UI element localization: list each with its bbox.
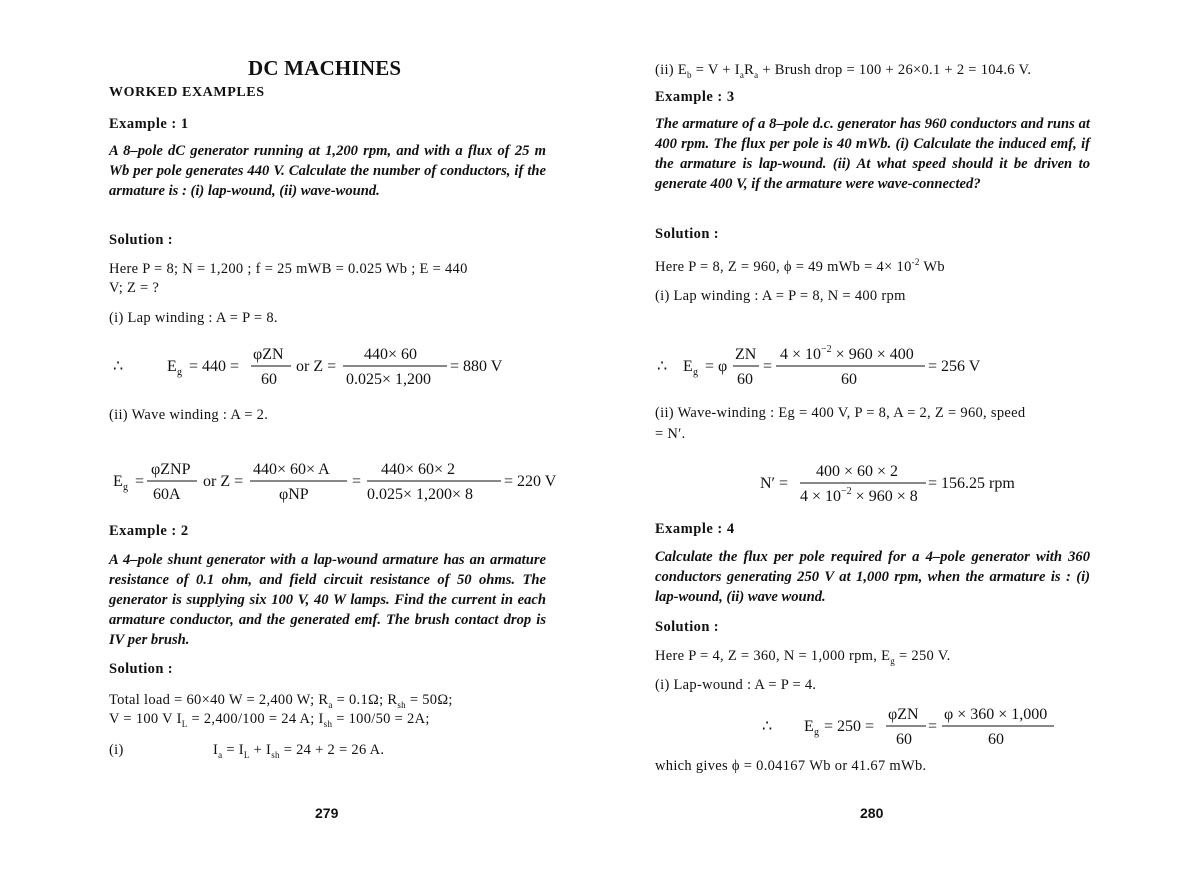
example-4-result: which gives ϕ = 0.04167 Wb or 41.67 mWb. — [655, 758, 927, 774]
eq-equals-2: = — [352, 473, 362, 490]
example-3-given: Here P = 8, Z = 960, ϕ = 49 mWb = $4\times 10^{-2}$ Wb — [655, 257, 945, 275]
frac1-num: φZN — [888, 706, 919, 723]
example-4-problem: Calculate the flux per pole required for a 4–pole generator with 360 conductors generating 250 V at 1,000 rpm, when the armature is : (i) lap-wound, (ii) wave wound. — [655, 549, 1090, 605]
example-3-wave-line2: = N′. — [655, 426, 686, 442]
example-4-given: Here P = 4, Z = 360, N = 1,000 rpm, $E_g = 250$ V. — [655, 648, 951, 666]
frac2-den: φNP — [279, 486, 309, 503]
equation-induced-emf — [655, 340, 1095, 392]
eq-lhs: E — [113, 473, 123, 490]
frac1-num: ZN — [735, 346, 757, 363]
eq-phi: = φ — [705, 358, 728, 375]
example-1-lap-winding: (i) Lap winding : A = P = 8. — [109, 310, 278, 326]
example-2-armature-current: $I_a = I_L + I_{sh} = 24 + 2 = 26$ A. — [213, 742, 385, 760]
eq-or-z: or Z = — [296, 358, 337, 375]
frac3-den: 0.025× 1,200× 8 — [367, 486, 474, 503]
frac2-num: 440× 60× A — [253, 461, 330, 478]
equation-wave-winding — [109, 455, 557, 507]
page-number-left: 279 — [315, 805, 339, 821]
frac1-num: φZNP — [151, 461, 191, 478]
frac-den: $4 \times 10^{-2} \times 960 \times 8$ — [800, 486, 918, 505]
example-3-lap-winding: (i) Lap winding : A = P = 8, N = 400 rpm — [655, 288, 906, 304]
section-subtitle: WORKED EXAMPLES — [109, 85, 265, 100]
eq-equals: = — [135, 473, 145, 490]
example-1-problem: A 8–pole dC generator running at 1,200 rpm, and with a flux of 25 m Wb per pole generates 440 V. Calculate the number of conductors, if the armature is : (i) lap-wound, (ii) wave-wound. — [109, 143, 546, 199]
example-1-wave-winding: (ii) Wave winding : A = 2. — [109, 407, 269, 423]
example-4-label: Example : 4 — [655, 521, 735, 537]
example-1-given-line1: Here P = 8; N = 1,200 ; f = 25 mWB = 0.025 Wb ; E = 440 — [109, 261, 468, 277]
frac1-den: 60 — [737, 371, 753, 388]
example-4-solution-label: Solution : — [655, 619, 720, 635]
eq-result: = 156.25 rpm — [928, 475, 1015, 492]
eq-lhs: N′ = — [760, 475, 789, 492]
eq-250: = 250 = — [824, 718, 875, 735]
example-2-current-line: V = 100 V $I_L = 2,400/100 = 24$ A; $I_{sh} = 100/50 = 2A$; — [109, 711, 430, 729]
frac-num: 400 × 60 × 2 — [816, 463, 899, 480]
example-2-i-label: (i) — [109, 742, 124, 758]
generated-emf-line: (ii) $E_b = V + I_aR_a$ + Brush drop = 100 + 26×0.1 + 2 = 104.6 V. — [655, 62, 1032, 80]
example-1-given-line2: V; Z = ? — [109, 280, 160, 296]
frac2-den: 0.025× 1,200 — [346, 371, 432, 388]
example-2-problem: A 4–pole shunt generator with a lap-wound armature has an armature resistance of 0.1 ohm, and field circuit resistance of 50 ohms. The generator is supplying six 100 V, 40 W lamps. Find the current in each armature conductor, and the generated emf. The brush contact drop is IV per brush. — [109, 552, 546, 648]
frac2-den: 60 — [841, 371, 857, 388]
example-2-solution-label: Solution : — [109, 661, 174, 677]
eq-lhs-sub: g — [814, 727, 819, 738]
frac1-den: 60 — [896, 731, 912, 748]
frac3-num: 440× 60× 2 — [381, 461, 456, 478]
therefore-symbol: ∴ — [657, 358, 668, 375]
eq-lhs-sub: g — [177, 367, 182, 378]
example-1-solution-label: Solution : — [109, 232, 174, 248]
therefore-symbol: ∴ — [113, 358, 124, 375]
eq-lhs: E — [683, 358, 693, 375]
therefore-symbol: ∴ — [762, 718, 773, 735]
eq-result: = 220 V — [504, 473, 557, 490]
example-1-label: Example : 1 — [109, 116, 189, 132]
example-4-lap-wound: (i) Lap-wound : A = P = 4. — [655, 677, 817, 693]
example-2-label: Example : 2 — [109, 523, 189, 539]
example-2-load-line: Total load = 60×40 W = 2,400 W; $R_a = 0.1\Omega$; $R_{sh} = 50\Omega$; — [109, 692, 453, 710]
eq-440: = 440 = — [189, 358, 240, 375]
page-number-right: 280 — [860, 805, 884, 821]
eq-lhs-sub: g — [693, 367, 698, 378]
frac2-num: $4 \times 10^{-2} \times 960 \times 400$ — [780, 344, 914, 363]
eq-lhs: E — [804, 718, 814, 735]
example-3-label: Example : 3 — [655, 89, 735, 105]
eq-result: = 256 V — [928, 358, 981, 375]
frac1-num: φZN — [253, 346, 284, 363]
equation-speed — [760, 457, 1060, 509]
eq-lhs: E — [167, 358, 177, 375]
eq-equals: = — [928, 718, 938, 735]
page-title: DC MACHINES — [248, 56, 402, 80]
equation-lap-winding — [109, 340, 549, 392]
equation-flux — [760, 700, 1080, 752]
frac1-den: 60 — [261, 371, 277, 388]
example-3-solution-label: Solution : — [655, 226, 720, 242]
eq-equals: = — [763, 358, 773, 375]
eq-result: = 880 V — [450, 358, 503, 375]
example-3-problem: The armature of a 8–pole d.c. generator has 960 conductors and runs at 400 rpm. The flux per pole is 40 mWb. (i) Calculate the induced emf, if the armature is lap-wound. (ii) At what speed should it be driven to generate 400 V, if the armature were wave-connected? — [655, 116, 1090, 192]
frac2-num: 440× 60 — [364, 346, 418, 363]
frac2-num: φ × 360 × 1,000 — [944, 706, 1048, 723]
eq-or-z: or Z = — [203, 473, 244, 490]
example-3-wave-line1: (ii) Wave-winding : Eg = 400 V, P = 8, A = 2, Z = 960, speed — [655, 405, 1026, 421]
eq-lhs-sub: g — [123, 482, 128, 493]
frac1-den: 60A — [153, 486, 181, 503]
frac2-den: 60 — [988, 731, 1004, 748]
